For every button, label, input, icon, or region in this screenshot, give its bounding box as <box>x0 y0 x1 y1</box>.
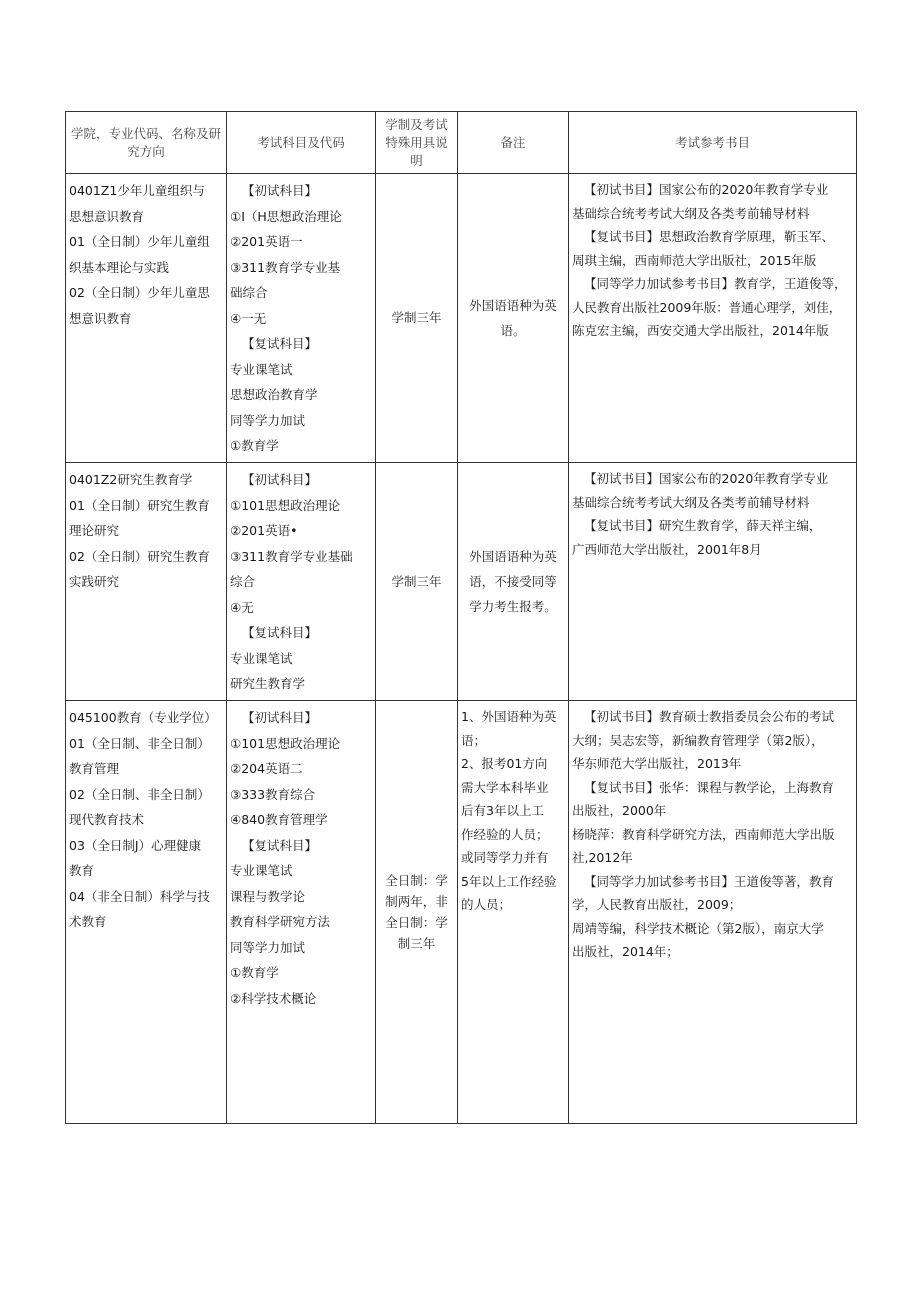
book-line: 【复试书目】思想政治教育学原理，靳玉军、 <box>584 229 835 244</box>
note-cell: 外国语语种为英语。 <box>458 174 569 463</box>
book-line: 【同等学力加试参考书目】王道俊等著，教育 <box>584 873 835 889</box>
subject-line: ④无 <box>230 599 254 615</box>
subject-line: 【初试科目】 <box>242 183 318 198</box>
subject-line: ③311教育学专业基础 <box>230 548 353 564</box>
book-line: 大纲；吴志宏等，新编教育管理学（第2版）， <box>572 732 824 748</box>
book-line: 华东师范大学出版社，2013年 <box>572 756 742 771</box>
header-major: 学院，专业代码、名称及研究方向 <box>66 112 227 174</box>
major-cell <box>66 174 227 463</box>
book-line: 周琪主编，西南师范大学出版社，2015年版 <box>572 252 817 268</box>
subject-line: ③333教育综合 <box>230 786 316 802</box>
system-line: 制三年 <box>397 936 436 951</box>
subjects-cell <box>227 174 376 463</box>
major-line: 实践研究 <box>69 574 120 589</box>
book-line: 【复试书目】研究生教育学，薛天祥主编， <box>584 518 822 533</box>
book-line: 基础综合统考考试大纲及各类考前辅导材料 <box>572 494 810 510</box>
book-line: 广西师范大学出版社，2001年8月 <box>572 541 762 557</box>
book-line: 社,2012年 <box>572 850 633 865</box>
major-line: 02（全日制）研究生教育 <box>69 548 210 564</box>
book-line: 【同等学力加试参考书目】教育学，王道俊等， <box>584 276 847 291</box>
subjects-cell <box>227 701 376 1124</box>
book-line: 【复试书目】张华：课程与教学论，上海教育 <box>584 779 835 795</box>
system-cell: 学制三年 <box>376 463 458 701</box>
book-line: 出版社，2014年； <box>572 944 679 959</box>
note-line: 后有3年以上工 <box>461 803 544 818</box>
table-row <box>66 463 857 701</box>
major-line: 02（全日制、非全日制） <box>69 786 210 802</box>
major-line: 想意识教育 <box>69 310 132 326</box>
note-line: 语； <box>461 732 487 748</box>
subject-line: 专业课笔试 <box>230 361 293 377</box>
subject-line: ②201英语• <box>230 523 298 538</box>
major-line: 现代教育技术 <box>69 812 145 827</box>
table-row <box>66 174 857 463</box>
note-line: 1、外国语种为英 <box>461 709 557 724</box>
note-line: 2、报考01方向 <box>461 756 548 771</box>
note-cell <box>458 701 569 1124</box>
major-line: 04（非全日制）科学与技 <box>69 888 210 904</box>
major-line: 教育 <box>69 863 95 878</box>
major-line: 01（全日制）少年儿童组 <box>69 234 210 249</box>
major-line: 01（全日制）研究生教育 <box>69 497 210 513</box>
subject-line: 综合 <box>230 574 256 589</box>
books-cell <box>569 463 857 701</box>
book-line: 基础综合统考考试大纲及各类考前辅导材料 <box>572 205 810 221</box>
subject-line: 【初试科目】 <box>242 710 318 725</box>
major-line: 0401Z1少年儿童组织与 <box>69 183 205 198</box>
major-line: 织基本理论与实践 <box>69 259 170 275</box>
subject-line: 专业课笔试 <box>230 863 293 878</box>
book-line: 杨晓萍：教育科学研究方法，西南师范大学出版 <box>572 826 835 842</box>
book-line: 周靖等编，科学技术概论（第2版），南京大学 <box>572 920 824 936</box>
major-line: 术教育 <box>69 914 107 929</box>
system-cell <box>376 701 458 1124</box>
book-line: 陈克宏主编，西安交通大学出版社，2014年版 <box>572 323 829 338</box>
major-line: 03（全日制J）心理健康 <box>69 837 202 853</box>
subject-line: ②204英语二 <box>230 761 303 776</box>
major-line: 02（全日制）少年儿童思 <box>69 285 210 300</box>
note-line: 的人员； <box>461 897 512 912</box>
subject-line: 【初试科目】 <box>242 472 318 487</box>
books-cell <box>569 174 857 463</box>
subject-line: ②201英语一 <box>230 234 303 249</box>
subjects-cell <box>227 463 376 701</box>
system-line: 全日制：学 <box>385 915 448 930</box>
subject-line: 同等学力加试 <box>230 939 306 955</box>
subject-line: ①I（H思想政治理论 <box>230 208 342 224</box>
subject-line: 同等学力加试 <box>230 412 306 428</box>
book-line: 学，人民教育出版社，2009； <box>572 897 742 912</box>
subject-line: 思想政治教育学 <box>230 387 318 402</box>
header-subjects: 考试科目及代码 <box>227 112 376 174</box>
major-cell <box>66 701 227 1124</box>
subject-line: ①101思想政治理论 <box>230 497 341 513</box>
subject-line: 础综合 <box>230 285 268 300</box>
system-line: 制两年，非 <box>385 894 448 909</box>
note-line: 作经验的人员； <box>461 826 549 842</box>
subject-line: ①101思想政治理论 <box>230 735 341 751</box>
note-cell: 外国语语种为英语，不接受同等学力考生报考。 <box>458 463 569 701</box>
book-line: 人民教育出版社2009年版：普通心理学，刘佳， <box>572 299 842 315</box>
header-row <box>66 112 857 174</box>
subject-line: ①教育学 <box>230 438 279 453</box>
subject-line: 【复试科目】 <box>242 625 318 640</box>
subject-line: ④一无 <box>230 310 267 326</box>
subject-line: 【复试科目】 <box>242 837 318 853</box>
books-cell <box>569 701 857 1124</box>
subject-line: 课程与教学论 <box>230 888 306 904</box>
note-line: 5年以上工作经验 <box>461 873 557 889</box>
header-notes: 备注 <box>458 112 569 174</box>
subject-line: 教育科学研宛方法 <box>230 914 331 929</box>
header-system: 学制及考试特殊用具说明 <box>376 112 458 174</box>
book-line: 出版社，2000年 <box>572 803 667 818</box>
major-line: 理论研究 <box>69 523 120 538</box>
note-line: 需大学本科毕业 <box>461 779 549 795</box>
header-books: 考试参考书目 <box>569 112 857 174</box>
major-line: 01（全日制、非全日制） <box>69 735 210 751</box>
note-line: 或同等学力并有 <box>461 850 549 865</box>
major-line: 0401Z2研究生教育学 <box>69 472 193 487</box>
book-line: 【初试书目】国家公布的2020年教育学专业 <box>584 182 829 197</box>
table-row <box>66 701 857 1124</box>
book-line: 【初试书目】教育硕士教指委员会公布的考试 <box>584 709 835 724</box>
major-cell <box>66 463 227 701</box>
subject-line: ①教育学 <box>230 965 279 980</box>
system-line: 全日制：学 <box>385 873 448 888</box>
subject-line: 研究生教育学 <box>230 676 306 691</box>
book-line: 【初试书目】国家公布的2020年教育学专业 <box>584 471 829 486</box>
subject-line: ④840教育管理学 <box>230 812 328 827</box>
admissions-table <box>65 111 857 1124</box>
major-line: 045100教育（专业学位） <box>69 710 217 725</box>
subject-line: ②科学技术概论 <box>230 990 317 1006</box>
system-cell: 学制三年 <box>376 174 458 463</box>
major-line: 思想意识教育 <box>69 208 145 224</box>
subject-line: ③311教育学专业基 <box>230 259 341 275</box>
subject-line: 【复试科目】 <box>242 336 318 351</box>
subject-line: 专业课笔试 <box>230 650 293 666</box>
major-line: 教育管理 <box>69 761 120 776</box>
